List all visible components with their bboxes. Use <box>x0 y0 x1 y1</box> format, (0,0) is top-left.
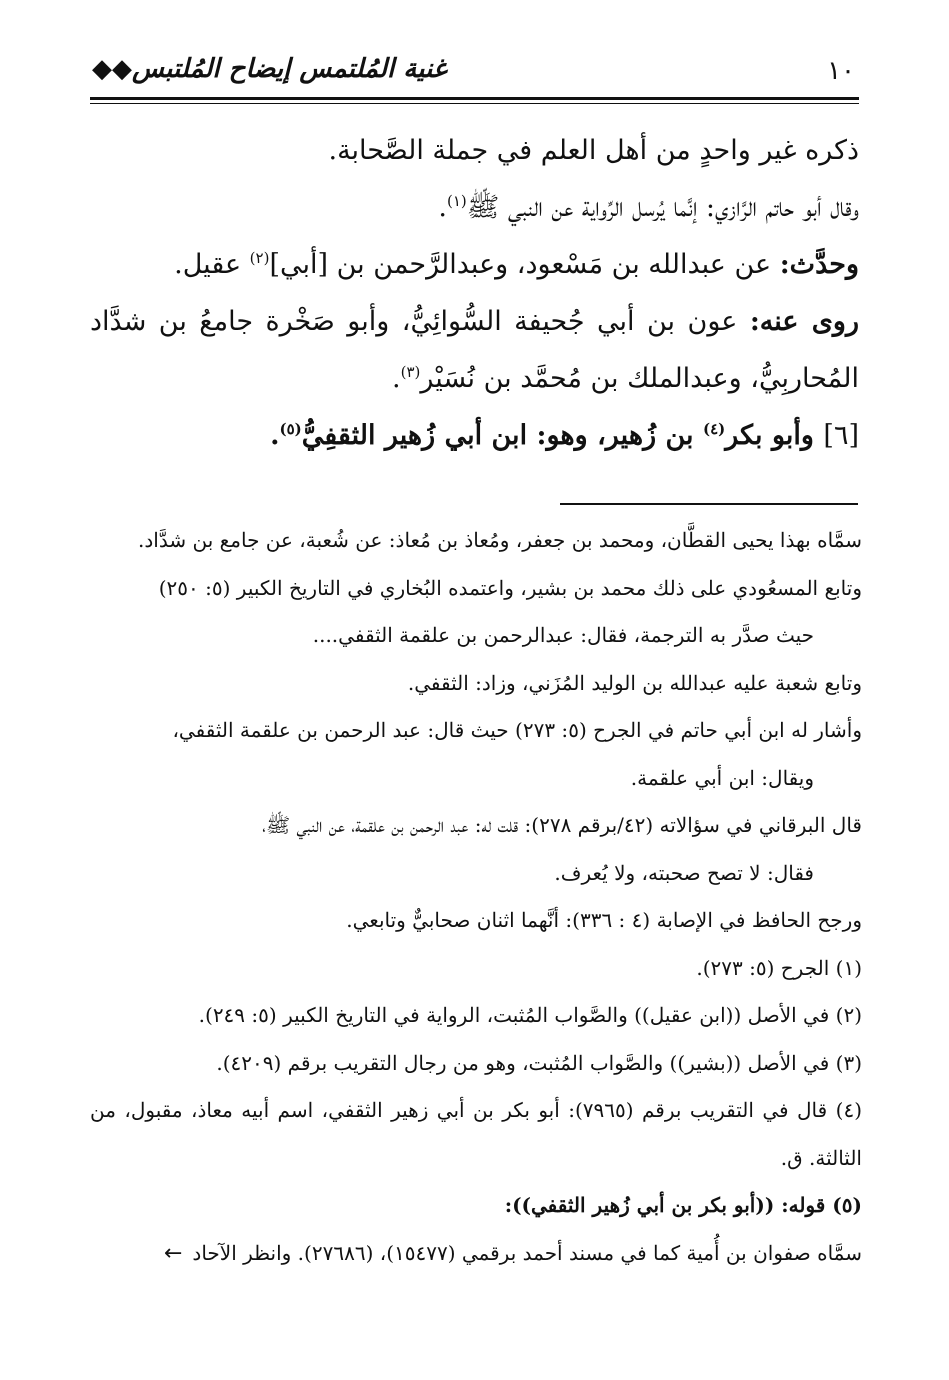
entry-number: [٦] <box>823 420 859 451</box>
text-span: . <box>438 192 447 223</box>
text-span: وأبو بكر <box>725 420 824 451</box>
header-rule-thin <box>90 103 859 104</box>
text-span: . <box>391 363 401 394</box>
text-span: . <box>270 420 280 451</box>
footnote-3: (٣) في الأصل ((بشير)) والصَّواب المُثبت، وهو من رجال التقريب برقم (٤٢٠٩). <box>216 1050 862 1075</box>
main-line <box>90 122 859 179</box>
text-span: وقال أبو حاتم الرَّازي: إنَّما يُرسل الرِّواية عن النبي ﷺ <box>466 192 859 223</box>
entry-heading <box>90 407 859 464</box>
footnote-5: (٥) قوله: ((أبو بكر بن أبي زُهير الثقفي)): <box>504 1193 862 1217</box>
note-line: وأشار له ابن أبي حاتم في الجرح (٥: ٢٧٣) حيث قال: عبد الرحمن بن علقمة الثقفي، <box>172 718 862 742</box>
text-span: عن عبدالله بن مَسْعود، وعبدالرَّحمن بن [أبي] <box>269 249 780 280</box>
page-header <box>92 52 857 92</box>
note-line: فقال: لا تصح صحبته، ولا يُعرف. <box>554 860 814 885</box>
footnote-ref: (١) <box>446 192 467 210</box>
header-rule-thick <box>90 97 859 100</box>
footnote-2: (٢) في الأصل ((ابن عقيل)) والصَّواب المُثبت، الرواية في التاريخ الكبير (٥: ٢٤٩). <box>198 1003 862 1027</box>
field-label: روى عنه: <box>749 306 859 337</box>
main-line <box>90 236 859 293</box>
text-span: عون بن أبي جُحيفة السُّوائِيُّ، وأبو صَخْرة جامعُ بن شدَّاد المُحاربِيُّ، وعبدالملك بن مُحمَّد بن نُسَيْر <box>90 306 859 394</box>
note-line: سمَّاه بهذا يحيى القطَّان، ومحمد بن جعفر، ومُعاذ بن مُعاذ: عن شُعبة، عن جامع بن شدَّاد. <box>138 528 862 552</box>
page-number: ١٠ <box>827 56 855 86</box>
footnote-5-text <box>90 1230 862 1278</box>
running-title: غنية المُلتمس إيضاح المُلتبس◆◆ <box>92 54 447 84</box>
footnote-ref: (٤) <box>702 420 726 438</box>
field-label: وحدَّث: <box>779 249 859 280</box>
note-line: ويقال: ابن أبي علقمة. <box>630 765 814 790</box>
text-span: عقيل. <box>174 249 250 280</box>
arrow-left-icon: ← <box>163 1240 183 1266</box>
footnote-ref: (٣) <box>400 363 421 381</box>
note-line: قال البرقاني في سؤالاته (٤٢/برقم ٢٧٨): قلت له: عبد الرحمن بن علقمة، عن النبي ﷺ، <box>262 813 862 837</box>
main-text <box>90 122 859 464</box>
footnote-ref: (٥) <box>279 420 302 438</box>
note-line: حيث صدَّر به الترجمة، فقال: عبدالرحمن بن علقمة الثقفي.... <box>312 623 814 647</box>
note-line: وتابع شعبة عليه عبدالله بن الوليد المُزَني، وزاد: الثقفي. <box>407 670 862 695</box>
text-span: بن زُهير، وهو: ابن أبي زُهير الثقفِيُّ <box>301 420 703 451</box>
footnote-4: (٤) قال في التقريب برقم (٧٩٦٥): أبو بكر بن أبي زهير الثقفي، اسم أبيه معاذ، مقبول، من الثالثة. ق. <box>90 1098 863 1170</box>
main-line <box>90 179 859 236</box>
note-line: وتابع المسعُودي على ذلك محمد بن بشير، واعتمده البُخاري في التاريخ الكبير (٥: ٢٥٠) <box>158 575 862 600</box>
footnotes <box>90 517 862 1277</box>
footnote-ref: (٢) <box>249 249 270 267</box>
footnote-separator <box>560 503 858 505</box>
footnote-1: (١) الجرح (٥: ٢٧٣). <box>696 955 862 980</box>
text-span: سمَّاه صفوان بن أُمية كما في مسند أحمد برقمي (١٥٤٧٧)، (٢٧٦٨٦). وانظر الآحاد <box>192 1240 862 1265</box>
note-line: ورجح الحافظ في الإصابة (٤ : ٣٣٦): أنَّهما اثنان صحابيٌّ وتابعي. <box>346 908 862 932</box>
text-span: ذكره غير واحدٍ من أهل العلم في جملة الصَّحابة. <box>328 135 859 166</box>
main-paragraph <box>90 293 859 407</box>
